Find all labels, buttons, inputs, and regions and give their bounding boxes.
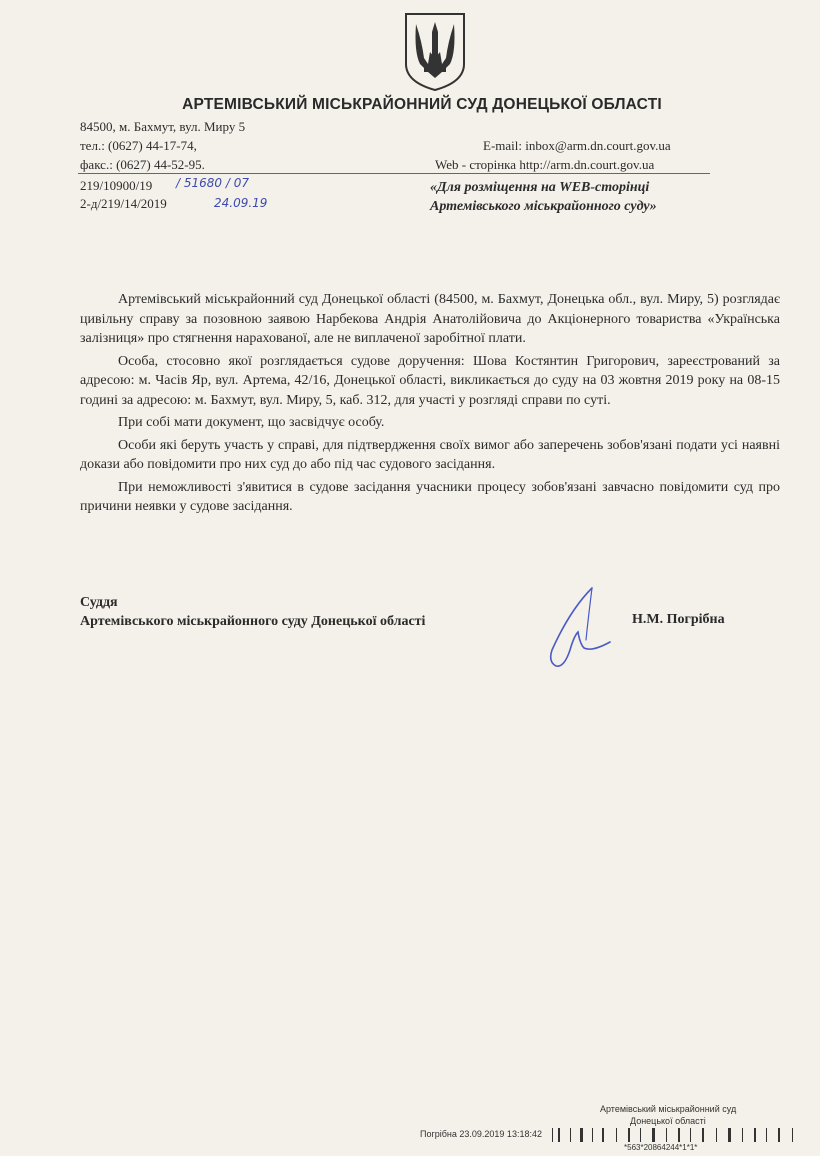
handwritten-date: 24.09.19 (214, 196, 268, 210)
court-name-heading: АРТЕМІВСЬКИЙ МІСЬКРАЙОННИЙ СУД ДОНЕЦЬКОЇ ОБЛАСТІ (182, 96, 662, 113)
paragraph-absence: При неможливості з'явитися в судове засідання учасники процесу зобов'язані завчасно повідомити суд про причини неявки у судове засідання. (80, 479, 780, 514)
stamp-registrar: Погрібна 23.09.2019 13:18:42 (420, 1129, 542, 1139)
web-note-line-1: «Для розміщення на WEB-сторінці (430, 180, 650, 195)
stamp-court-line-2: Донецької області (630, 1116, 706, 1126)
judge-court: Артемівського міськрайонного суду Донецької області (80, 614, 426, 629)
court-fax: факс.: (0627) 44-52-95. (80, 157, 205, 172)
judge-name: Н.М. Погрібна (632, 612, 725, 627)
order-number: 2-д/219/14/2019 (80, 196, 167, 211)
web-note-line-2: Артемівського міськрайонного суду» (430, 199, 657, 214)
court-email[interactable]: E-mail: inbox@arm.dn.court.gov.ua (483, 138, 671, 153)
handwritten-outgoing-number: / 51680 / 07 (176, 176, 249, 190)
paragraph-evidence: Особи які беруть участь у справі, для підтвердження своїх вимог або заперечень зобов'язані подати усі наявні докази або повідомити про них суд до або під час судового засідання. (80, 437, 780, 472)
judge-title: Суддя (80, 595, 118, 610)
handwritten-signature-icon (530, 580, 620, 680)
court-phone: тел.: (0627) 44-17-74, (80, 138, 197, 153)
case-number: 219/10900/19 (80, 178, 153, 193)
stamp-court-line-1: Артемівський міськрайонний суд (600, 1104, 737, 1114)
paragraph-document: При собі мати документ, що засвідчує особу. (118, 415, 385, 430)
judge-title-block (80, 593, 425, 631)
summons-body (80, 290, 780, 520)
court-web[interactable]: Web - сторінка http://arm.dn.court.gov.ua (435, 157, 655, 172)
header-divider (78, 173, 710, 174)
barcode-icon (550, 1128, 800, 1142)
court-address: 84500, м. Бахмут, вул. Миру 5 (80, 119, 246, 134)
trident-emblem-icon (402, 12, 468, 92)
barcode-text: *563*20864244*1*1* (624, 1143, 698, 1152)
web-publication-note (430, 178, 657, 216)
paragraph-summoned-person: Особа, стосовно якої розглядається судове доручення: Шова Костянтин Григорович, зареєстрований за адресою: м. Часів Яр, вул. Артема, 42/16, Донецької області, викликається до суду на 03 жовтня 2019 року на 08-15 годині за адресою: м. Бахмут, вул. Миру, 5, каб. 312, для участі у розгляді справи по суті. (80, 353, 780, 408)
paragraph-case: Артемівський міськрайонний суд Донецької області (84500, м. Бахмут, Донецька обл., вул. Миру, 5) розглядає цивільну справу за позовною заявою Нарбекова Андрія Анатолійовича до Акціонерного товариства «Українська залізниця» про стягнення нарахованої, але не виплаченої заробітної плати. (80, 292, 780, 346)
